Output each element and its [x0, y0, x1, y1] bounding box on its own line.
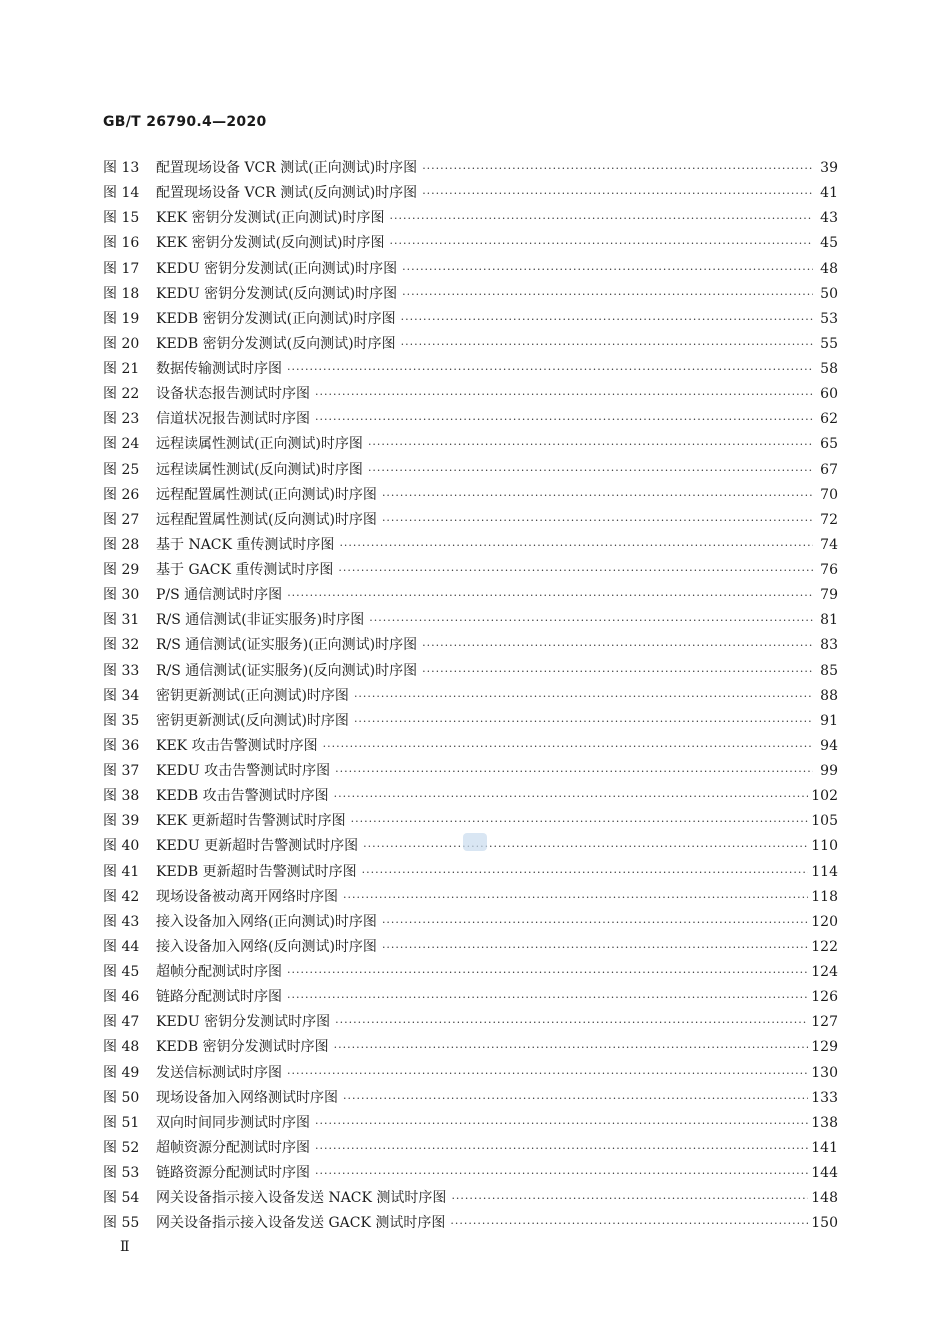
toc-entry[interactable] [103, 885, 838, 910]
toc-entry[interactable] [103, 1211, 838, 1236]
dot-leader [334, 784, 809, 809]
dot-leader [368, 458, 813, 483]
toc-entry[interactable] [103, 910, 838, 935]
dot-leader [343, 1086, 808, 1111]
figure-number: 图 16 [103, 235, 140, 252]
page-number: 74 [820, 536, 838, 553]
page-number: 91 [820, 712, 838, 729]
page-number: 150 [811, 1215, 838, 1232]
figure-title: 双向时间同步测试时序图 [156, 1114, 310, 1131]
page-number: 60 [820, 386, 838, 403]
figure-title: 基于 GACK 重传测试时序图 [156, 562, 334, 578]
page-number: 41 [820, 185, 838, 202]
toc-entry[interactable] [103, 1186, 838, 1211]
figure-title: 发送信标测试时序图 [156, 1064, 282, 1081]
figure-number: 图 38 [103, 788, 140, 805]
figure-number: 图 55 [103, 1215, 140, 1232]
page-number: 58 [820, 361, 838, 377]
figure-title: KEK 更新超时告警测试时序图 [156, 813, 346, 830]
figure-title: 远程读属性测试(正向测试)时序图 [156, 436, 363, 453]
dot-leader [338, 558, 813, 583]
dot-leader [334, 1035, 809, 1060]
dot-leader [402, 257, 813, 282]
figure-title: KEDU 密钥分发测试(反向测试)时序图 [156, 285, 398, 302]
toc-entry[interactable] [103, 382, 838, 407]
dot-leader [369, 608, 813, 633]
figure-title: KEDU 密钥分发测试时序图 [156, 1014, 331, 1031]
figure-number: 图 31 [103, 612, 140, 629]
page-number: 53 [820, 310, 838, 327]
figure-title: KEDB 密钥分发测试时序图 [156, 1039, 329, 1056]
toc-entry[interactable] [103, 332, 838, 357]
figure-title: KEDB 攻击告警测试时序图 [156, 788, 329, 805]
page-number: 55 [820, 335, 838, 352]
figure-number: 图 50 [103, 1089, 140, 1106]
figure-number: 图 27 [103, 511, 140, 528]
dot-leader [451, 1186, 808, 1211]
figure-number: 图 54 [103, 1190, 140, 1207]
page-number: 118 [811, 888, 838, 905]
toc-entry[interactable] [103, 684, 838, 709]
page-number: 79 [820, 587, 838, 604]
page-number: 39 [820, 160, 838, 176]
page-number: 70 [820, 486, 838, 503]
toc-entry[interactable] [103, 257, 838, 282]
figure-title: KEK 密钥分发测试(正向测试)时序图 [156, 210, 385, 227]
figure-number: 图 18 [103, 285, 140, 302]
dot-leader [315, 1161, 808, 1186]
toc-entry[interactable] [103, 860, 838, 885]
figure-title: KEDU 密钥分发测试(正向测试)时序图 [156, 260, 398, 277]
figure-number: 图 42 [103, 888, 140, 905]
dot-leader [335, 759, 813, 784]
dot-leader [402, 282, 813, 307]
page-number: 126 [811, 989, 838, 1006]
figure-list [103, 156, 838, 1236]
figure-title: R/S 通信测试(非证实服务)时序图 [156, 612, 365, 629]
dot-leader [287, 1061, 808, 1086]
figure-title: R/S 通信测试(证实服务)(反向测试)时序图 [156, 662, 418, 679]
dot-leader [401, 307, 813, 332]
figure-title: P/S 通信测试时序图 [156, 587, 283, 604]
toc-entry[interactable] [103, 985, 838, 1010]
toc-entry[interactable] [103, 608, 838, 633]
toc-entry[interactable] [103, 1161, 838, 1186]
figure-number: 图 46 [103, 989, 140, 1006]
dot-leader [287, 583, 813, 608]
dot-leader [315, 1111, 808, 1136]
figure-number: 图 30 [103, 587, 140, 604]
dot-leader [422, 181, 813, 206]
toc-entry[interactable] [103, 960, 838, 985]
figure-number: 图 47 [103, 1014, 140, 1031]
standard-id-header: GB/T 26790.4—2020 [103, 114, 267, 130]
figure-title: KEDU 更新超时告警测试时序图 [156, 838, 359, 855]
figure-number: 图 44 [103, 938, 140, 955]
page-number: 65 [820, 436, 838, 453]
dot-leader [351, 809, 809, 834]
page-number: 122 [811, 938, 838, 955]
toc-entry[interactable] [103, 231, 838, 256]
toc-entry[interactable] [103, 483, 838, 508]
figure-title: KEK 密钥分发测试(反向测试)时序图 [156, 235, 385, 252]
page-number: 99 [820, 763, 838, 779]
figure-number: 图 41 [103, 863, 140, 880]
page-number-footer: Ⅱ [120, 1239, 130, 1255]
page-number: 62 [820, 411, 838, 428]
dot-leader [401, 332, 813, 357]
figure-number: 图 26 [103, 486, 140, 503]
toc-entry[interactable] [103, 583, 838, 608]
figure-number: 图 32 [103, 637, 140, 654]
figure-title: 数据传输测试时序图 [156, 361, 282, 377]
figure-title: 信道状况报告测试时序图 [156, 411, 310, 428]
figure-number: 图 36 [103, 737, 140, 754]
figure-number: 图 34 [103, 687, 140, 704]
page-number: 127 [811, 1014, 838, 1031]
dot-leader [335, 1010, 808, 1035]
page-number: 110 [811, 838, 838, 855]
toc-entry[interactable] [103, 784, 838, 809]
figure-title: 配置现场设备 VCR 测试(反向测试)时序图 [156, 185, 418, 202]
page-number: 138 [811, 1114, 838, 1131]
figure-number: 图 14 [103, 185, 140, 202]
page-number: 144 [811, 1165, 838, 1181]
page-number: 141 [811, 1139, 838, 1156]
toc-entry[interactable] [103, 1136, 838, 1161]
dot-leader [287, 357, 813, 382]
page-number: 48 [820, 260, 838, 277]
dot-leader [422, 156, 813, 181]
page-number: 124 [811, 964, 838, 980]
figure-title: 接入设备加入网络(反向测试)时序图 [156, 938, 377, 955]
figure-title: 网关设备指示接入设备发送 GACK 测试时序图 [156, 1215, 446, 1232]
dot-leader [343, 885, 808, 910]
figure-number: 图 45 [103, 964, 140, 980]
figure-number: 图 24 [103, 436, 140, 453]
figure-number: 图 25 [103, 461, 140, 478]
dot-leader [368, 432, 813, 457]
page-number: 129 [811, 1039, 838, 1056]
toc-entry[interactable] [103, 1010, 838, 1035]
dot-leader [382, 935, 808, 960]
figure-number: 图 28 [103, 536, 140, 553]
page-number: 105 [811, 813, 838, 830]
page-number: 43 [820, 210, 838, 227]
page-number: 114 [811, 863, 838, 880]
dot-leader [390, 206, 813, 231]
toc-entry[interactable] [103, 1086, 838, 1111]
figure-title: 链路分配测试时序图 [156, 989, 282, 1006]
figure-number: 图 13 [103, 160, 140, 176]
page-number: 102 [811, 788, 838, 805]
figure-title: KEDB 更新超时告警测试时序图 [156, 863, 357, 880]
toc-entry[interactable] [103, 432, 838, 457]
dot-leader [339, 533, 813, 558]
figure-number: 图 17 [103, 260, 140, 277]
page-number: 45 [820, 235, 838, 252]
toc-entry[interactable] [103, 1035, 838, 1060]
dot-leader [354, 709, 813, 734]
figure-title: 配置现场设备 VCR 测试(正向测试)时序图 [156, 160, 418, 176]
dot-leader [382, 483, 813, 508]
figure-number: 图 51 [103, 1114, 140, 1131]
toc-entry[interactable] [103, 734, 838, 759]
dot-leader [287, 960, 808, 985]
figure-title: KEDB 密钥分发测试(正向测试)时序图 [156, 310, 396, 327]
dot-leader [362, 860, 809, 885]
figure-number: 图 23 [103, 411, 140, 428]
dot-leader [315, 1136, 808, 1161]
figure-title: 密钥更新测试(反向测试)时序图 [156, 712, 349, 729]
dot-leader [287, 985, 808, 1010]
figure-number: 图 20 [103, 335, 140, 352]
toc-entry[interactable] [103, 709, 838, 734]
page-number: 94 [820, 737, 838, 754]
toc-entry[interactable] [103, 558, 838, 583]
dot-leader [422, 633, 813, 658]
watermark-logo [463, 833, 487, 851]
toc-entry[interactable] [103, 357, 838, 382]
figure-title: R/S 通信测试(证实服务)(正向测试)时序图 [156, 637, 418, 654]
toc-entry[interactable] [103, 181, 838, 206]
page-number: 148 [811, 1190, 838, 1207]
page-number: 76 [820, 562, 838, 578]
figure-number: 图 35 [103, 712, 140, 729]
toc-entry[interactable] [103, 659, 838, 684]
toc-entry[interactable] [103, 633, 838, 658]
dot-leader [354, 684, 813, 709]
figure-title: KEDB 密钥分发测试(反向测试)时序图 [156, 335, 396, 352]
figure-number: 图 22 [103, 386, 140, 403]
page-number: 50 [820, 285, 838, 302]
figure-title: 链路资源分配测试时序图 [156, 1165, 310, 1181]
figure-title: 远程配置属性测试(反向测试)时序图 [156, 511, 377, 528]
figure-number: 图 19 [103, 310, 140, 327]
toc-entry[interactable] [103, 1111, 838, 1136]
toc-entry[interactable] [103, 307, 838, 332]
page-number: 85 [820, 662, 838, 679]
dot-leader [315, 407, 813, 432]
figure-number: 图 52 [103, 1139, 140, 1156]
figure-title: 现场设备被动离开网络时序图 [156, 888, 338, 905]
figure-title: 远程配置属性测试(正向测试)时序图 [156, 486, 377, 503]
page-number: 88 [820, 687, 838, 704]
figure-number: 图 15 [103, 210, 140, 227]
dot-leader [450, 1211, 808, 1236]
toc-entry[interactable] [103, 809, 838, 834]
figure-number: 图 21 [103, 361, 140, 377]
dot-leader [323, 734, 813, 759]
toc-entry[interactable] [103, 407, 838, 432]
figure-title: 现场设备加入网络测试时序图 [156, 1089, 338, 1106]
figure-title: 超帧分配测试时序图 [156, 964, 282, 980]
figure-number: 图 33 [103, 662, 140, 679]
figure-title: 网关设备指示接入设备发送 NACK 测试时序图 [156, 1190, 447, 1207]
figure-title: 超帧资源分配测试时序图 [156, 1139, 310, 1156]
page-number: 133 [811, 1089, 838, 1106]
figure-title: KEK 攻击告警测试时序图 [156, 737, 318, 754]
figure-title: 接入设备加入网络(正向测试)时序图 [156, 913, 377, 930]
page-number: 120 [811, 913, 838, 930]
figure-title: 基于 NACK 重传测试时序图 [156, 536, 335, 553]
toc-entry[interactable] [103, 508, 838, 533]
figure-title: 设备状态报告测试时序图 [156, 386, 310, 403]
figure-number: 图 48 [103, 1039, 140, 1056]
figure-number: 图 37 [103, 763, 140, 779]
figure-number: 图 40 [103, 838, 140, 855]
dot-leader [363, 834, 808, 859]
page-number: 67 [820, 461, 838, 478]
toc-entry[interactable] [103, 1061, 838, 1086]
dot-leader [422, 659, 813, 684]
toc-entry[interactable] [103, 759, 838, 784]
toc-entry[interactable] [103, 458, 838, 483]
figure-number: 图 39 [103, 813, 140, 830]
figure-title: 密钥更新测试(正向测试)时序图 [156, 687, 349, 704]
page-number: 72 [820, 511, 838, 528]
figure-title: 远程读属性测试(反向测试)时序图 [156, 461, 363, 478]
figure-number: 图 29 [103, 562, 140, 578]
toc-entry[interactable] [103, 156, 838, 181]
figure-number: 图 53 [103, 1165, 140, 1181]
dot-leader [315, 382, 813, 407]
toc-entry[interactable] [103, 282, 838, 307]
page-number: 83 [820, 637, 838, 654]
page-number: 130 [811, 1064, 838, 1081]
toc-entry[interactable] [103, 533, 838, 558]
figure-number: 图 49 [103, 1064, 140, 1081]
dot-leader [382, 910, 808, 935]
toc-entry[interactable] [103, 935, 838, 960]
page-number: 81 [820, 612, 838, 629]
figure-title: KEDU 攻击告警测试时序图 [156, 763, 331, 779]
dot-leader [382, 508, 813, 533]
dot-leader [390, 231, 813, 256]
toc-entry[interactable] [103, 206, 838, 231]
figure-number: 图 43 [103, 913, 140, 930]
